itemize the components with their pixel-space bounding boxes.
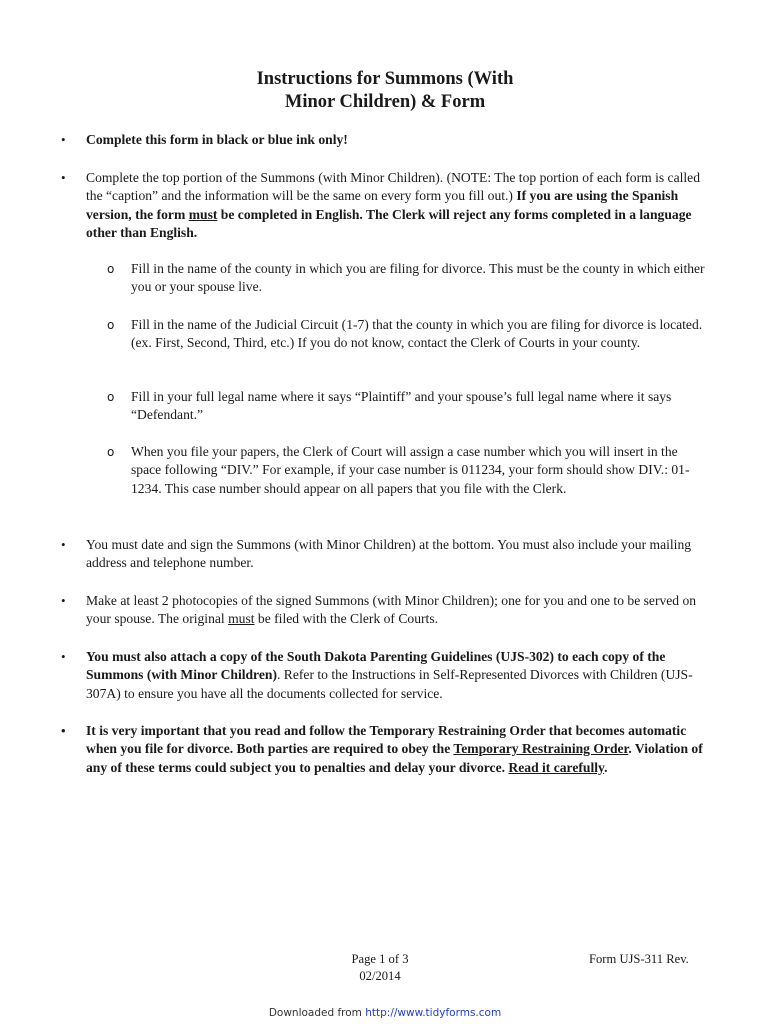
revision-date: 02/2014 [359,969,401,983]
bullet-text: be filed with the Clerk of Courts. [254,611,439,627]
bullet-ink-instruction [61,131,708,149]
bullet-text-underline: Temporary Restraining Order [453,741,629,757]
bullet-text: You must date and sign the Summons (with Minor Children) at the bottom. You must also include your mailing address and telephone number. [86,537,692,571]
circle-bullet-icon: o [107,390,115,404]
bullet-text: . [604,759,608,775]
bullet-icon: • [61,723,66,738]
sub-item-text: Fill in the name of the Judicial Circuit (1-7) that the county in which you are filing for divorce is located. (ex. First, Second, Third, etc.) If you do not know, contact the Clerk of Courts in your county. [131,317,703,351]
document-title [0,68,770,114]
bullet-icon: • [61,649,66,664]
bullet-date-sign [61,536,708,573]
circle-bullet-icon: o [107,318,115,332]
bullet-parenting-guidelines [61,648,708,703]
sub-item-case-number [107,443,708,498]
sub-item-text: Fill in your full legal name where it says “Plaintiff” and your spouse’s full legal name where it says “Defendant.” [131,389,672,423]
title-line-2: Minor Children) & Form [284,92,486,112]
bullet-caption-instruction [61,169,708,242]
circle-bullet-icon: o [107,445,115,459]
bullet-text-bold: be completed in English. The Clerk will reject any forms completed in a language other than English. [86,206,692,240]
page-number [290,951,470,985]
bullet-text-bold: If you are using the Spanish version, the form [86,188,679,222]
sub-item-text: When you file your papers, the Clerk of Court will assign a case number which you will insert in the space following “DIV.” For example, if your case number is 011234, your form should show DIV.: 01-1234. This case number should appear on all papers that you file with the Clerk. [131,444,690,496]
download-source [0,1007,770,1019]
bullet-text: Complete this form in black or blue ink only! [86,132,348,147]
form-id: Form UJS-311 Rev. [589,952,689,966]
bullet-text-underline: must [228,611,255,627]
bullet-icon: • [61,537,66,552]
bullet-icon: • [61,593,66,608]
bullet-text-normal: Complete the top portion of the Summons (with Minor Children). (NOTE: The top portion of each form is called the “caption” and the information will be the same on every form you fill out.) [86,170,701,204]
sub-item-circuit [107,316,708,353]
download-prefix: Downloaded from [268,1007,366,1019]
bullet-text-bold-underline: must [188,206,218,222]
sub-item-names [107,388,708,425]
page-count: Page 1 of 3 [351,952,409,966]
bullet-text-normal: . Refer to the Instructions in Self-Represented Divorces with Children (UJS-307A) to ensure you have all the documents collected for service. [86,667,693,701]
bullet-text: Make at least 2 photocopies of the signed Summons (with Minor Children); one for you and one to be served on your spouse. The original [86,593,697,627]
bullet-photocopies [61,592,708,629]
bullet-icon: • [61,170,66,185]
bullet-text-bold: You must also attach a copy of the South Dakota Parenting Guidelines (UJS-302) to each copy of the Summons (with Minor Children) [86,649,666,683]
sub-item-text: Fill in the name of the county in which you are filing for divorce. This must be the county in which either you or your spouse live. [131,261,705,295]
bullet-icon: • [61,132,66,147]
circle-bullet-icon: o [107,262,115,276]
bullet-text: . Violation of any of these terms could subject you to penalties and delay your divorce. [86,741,703,775]
title-line-1: Instructions for Summons (With [256,69,514,89]
bullet-text-underline: Read it carefully [508,759,605,775]
bullet-text: It is very important that you read and follow the Temporary Restraining Order that becomes automatic when you file for divorce. Both parties are required to obey the [86,723,687,757]
download-link[interactable]: http://www.tidyforms.com [365,1007,502,1019]
sub-item-county [107,260,708,297]
bullet-restraining-order [61,722,708,777]
